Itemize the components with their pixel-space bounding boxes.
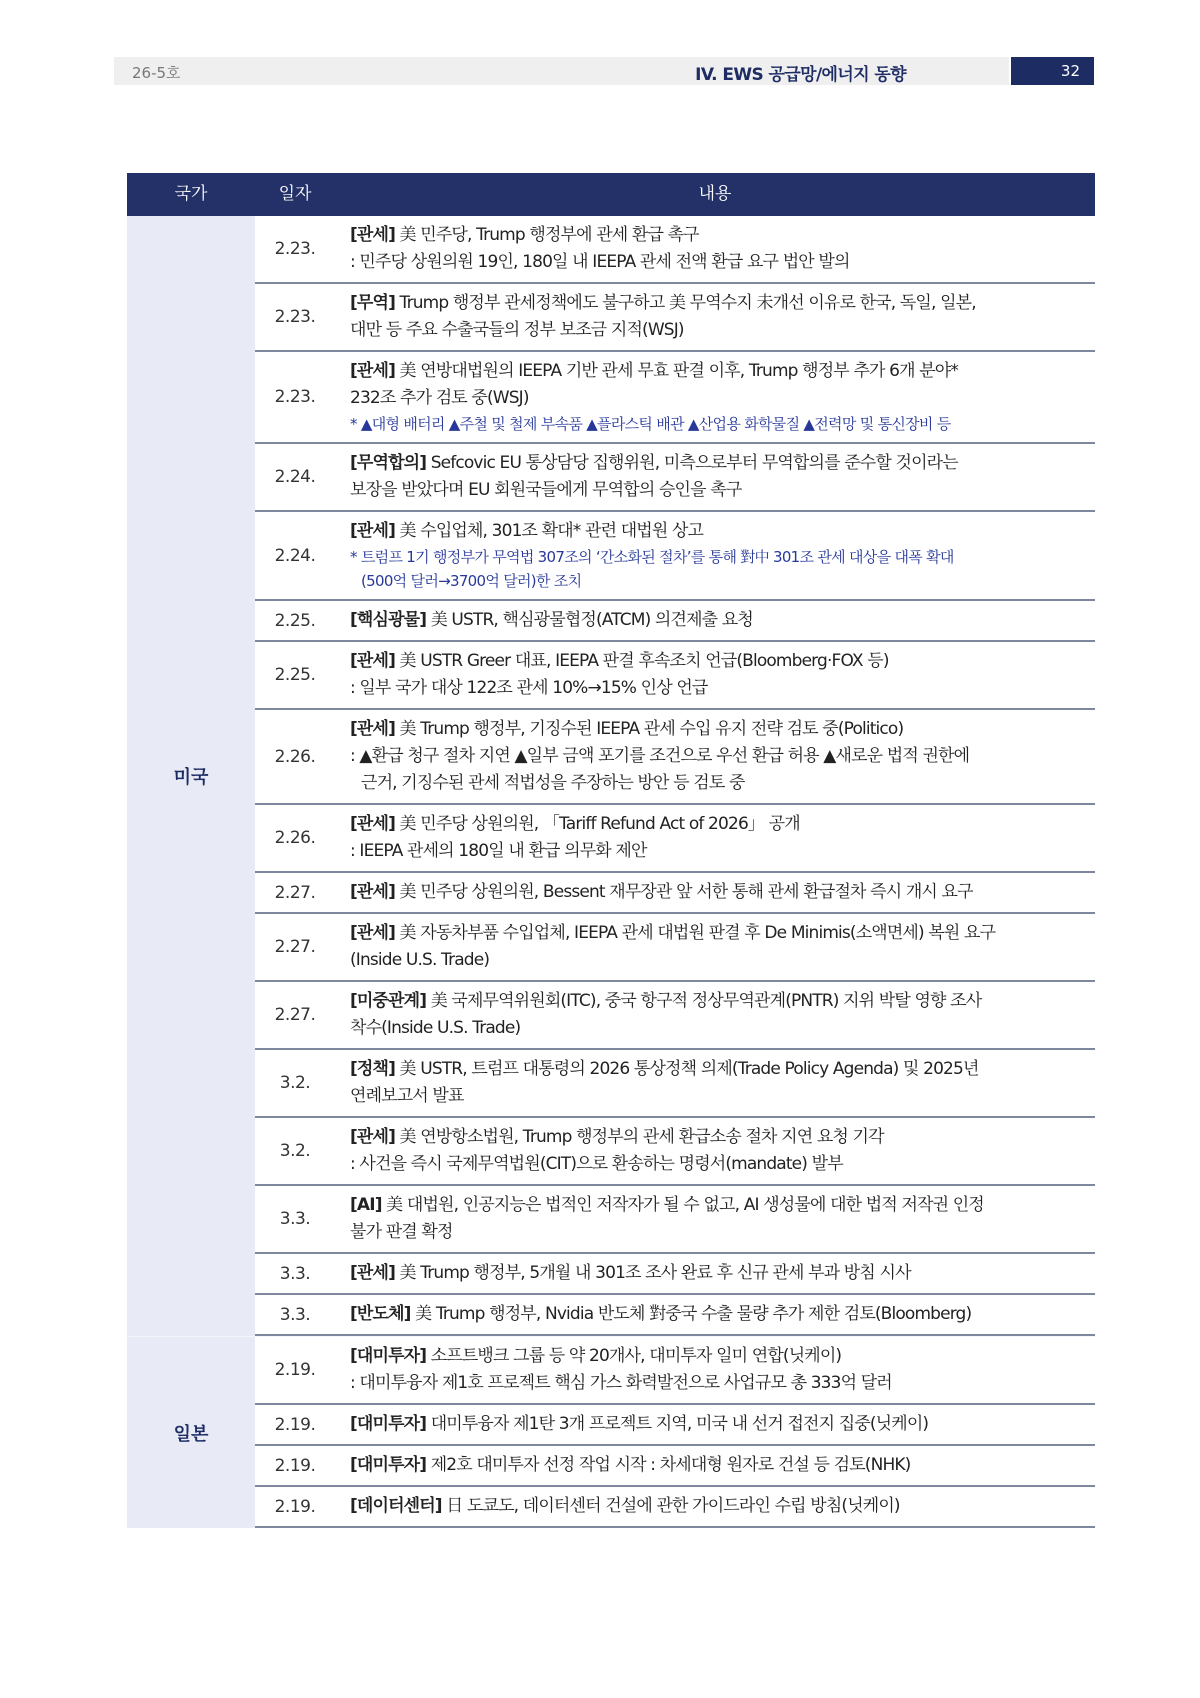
content-text: 근거, 기징수된 관세 적법성을 주장하는 방안 등 검토 중 — [361, 773, 745, 793]
category-tag: [관세] — [350, 1263, 395, 1283]
category-tag: [관세] — [350, 521, 395, 541]
category-tag: [관세] — [350, 719, 395, 739]
content-line — [350, 1056, 1091, 1083]
content-line — [350, 988, 1091, 1015]
date-cell: 2.19. — [274, 1414, 316, 1435]
table-row — [255, 642, 1095, 710]
content-text: : 민주당 상원의원 19인, 180일 내 IEEPA 관세 전액 환급 요구 법안 발의 — [350, 252, 850, 272]
table-row — [255, 284, 1095, 352]
category-tag: [관세] — [350, 651, 395, 671]
content-line — [350, 1343, 1091, 1370]
content-text: : ▲환급 청구 절차 지연 ▲일부 금액 포기를 조건으로 우선 환급 허용 ▲새로운 법적 권한에 — [350, 746, 970, 766]
content-text: 美 민주당 상원의원, Bessent 재무장관 앞 서한 통해 관세 환급절차 즉시 개시 요구 — [394, 882, 973, 902]
table-row — [255, 1118, 1095, 1186]
content-cell — [335, 1118, 1095, 1184]
date-cell: 2.27. — [274, 882, 316, 903]
category-tag: [미중관계] — [350, 991, 427, 1011]
category-tag: [관세] — [350, 814, 395, 834]
table-row — [255, 710, 1095, 805]
date-cell: 2.25. — [274, 665, 316, 685]
footnote: * ▲대형 배터리 ▲주철 및 철제 부속품 ▲플라스틱 배관 ▲산업용 화학물질 ▲전력망 및 통신장비 등 — [350, 415, 951, 433]
content-text: 232조 추가 검토 중(WSJ) — [350, 388, 529, 408]
date-cell: 2.19. — [274, 1455, 316, 1476]
news-table — [127, 173, 1095, 1528]
content-text: 美 USTR, 트럼프 대통령의 2026 통상정책 의제(Trade Policy Agenda) 및 2025년 — [394, 1059, 979, 1079]
content-line — [350, 222, 1091, 249]
content-cell — [335, 914, 1095, 980]
content-cell — [335, 512, 1095, 599]
date-cell: 3.2. — [279, 1141, 311, 1161]
content-text: 소프트뱅크 그룹 등 약 20개사, 대미투자 일미 연합(닛케이) — [426, 1346, 842, 1366]
category-tag: [반도체] — [350, 1304, 411, 1324]
date-cell: 2.24. — [274, 467, 316, 487]
table-row — [255, 873, 1095, 914]
content-line — [350, 385, 1091, 412]
content-line — [350, 607, 1091, 634]
header-bar — [114, 57, 1009, 85]
content-cell — [335, 1405, 1095, 1444]
category-tag: [핵심광물] — [350, 610, 427, 630]
table-header — [127, 173, 1095, 216]
column-header-date: 일자 — [278, 184, 312, 204]
category-tag: [관세] — [350, 361, 395, 381]
table-row — [255, 1487, 1095, 1528]
date-cell: 3.3. — [279, 1209, 311, 1229]
content-line — [350, 1493, 1091, 1520]
content-line — [350, 1083, 1091, 1110]
date-cell: 2.26. — [274, 828, 316, 848]
category-tag: [대미투자] — [350, 1455, 427, 1475]
content-text: : 대미투융자 제1호 프로젝트 핵심 가스 화력발전으로 사업규모 총 333억 달러 — [350, 1373, 892, 1393]
content-line — [350, 1301, 1091, 1328]
content-text: 보장을 받았다며 EU 회원국들에게 무역합의 승인을 촉구 — [350, 480, 742, 500]
date-cell: 2.19. — [274, 1360, 316, 1380]
category-tag: [정책] — [350, 1059, 395, 1079]
content-text: : IEEPA 관세의 180일 내 환급 의무화 제안 — [350, 841, 647, 861]
category-tag: [AI] — [350, 1195, 382, 1215]
content-line — [350, 290, 1091, 317]
date-cell: 3.3. — [279, 1263, 311, 1284]
content-cell — [335, 216, 1095, 282]
page-header — [114, 57, 1094, 85]
content-text: 대미투융자 제1탄 3개 프로젝트 지역, 미국 내 선거 접전지 집중(닛케이) — [426, 1414, 929, 1434]
table-row — [255, 1254, 1095, 1295]
content-cell — [335, 1050, 1095, 1116]
category-tag: [데이터센터] — [350, 1496, 442, 1516]
content-cell — [335, 444, 1095, 510]
content-line — [350, 811, 1091, 838]
category-tag: [대미투자] — [350, 1346, 427, 1366]
category-tag: [관세] — [350, 882, 395, 902]
content-text: 美 USTR, 핵심광물협정(ATCM) 의견제출 요청 — [426, 610, 753, 630]
content-line — [350, 675, 1091, 702]
content-text: 美 연방항소법원, Trump 행정부의 관세 환급소송 절차 지연 요청 기각 — [394, 1127, 884, 1147]
content-line — [350, 249, 1091, 276]
content-text: 美 Trump 행정부, 기징수된 IEEPA 관세 수입 유지 전략 검토 중(Politico) — [394, 719, 904, 739]
date-cell: 2.23. — [274, 307, 316, 327]
table-row — [255, 1405, 1095, 1446]
content-text: 日 도쿄도, 데이터센터 건설에 관한 가이드라인 수립 방침(닛케이) — [441, 1496, 900, 1516]
content-text: 美 국제무역위원회(ITC), 중국 항구적 정상무역관계(PNTR) 지위 박탈 영향 조사 — [426, 991, 982, 1011]
date-cell: 2.24. — [274, 545, 316, 566]
content-text: Sefcovic EU 통상담당 집행위원, 미측으로부터 무역합의를 준수할 것이라는 — [426, 453, 958, 473]
table-row — [255, 1050, 1095, 1118]
category-tag: [대미투자] — [350, 1414, 427, 1434]
table-row — [255, 1446, 1095, 1487]
content-line — [350, 358, 1091, 385]
content-text: 美 연방대법원의 IEEPA 기반 관세 무효 판결 이후, Trump 행정부 추가 6개 분야* — [394, 361, 959, 381]
category-tag: [관세] — [350, 923, 395, 943]
content-line — [350, 1124, 1091, 1151]
table-row — [255, 444, 1095, 512]
content-text: 대만 등 주요 수출국들의 정부 보조금 지적(WSJ) — [350, 320, 684, 340]
content-text: 불가 판결 확정 — [350, 1222, 453, 1242]
content-line — [350, 477, 1091, 504]
content-text: : 일부 국가 대상 122조 관세 10%→15% 인상 언급 — [350, 678, 708, 698]
content-line — [350, 1219, 1091, 1246]
column-header-country: 국가 — [174, 184, 208, 204]
content-text: 美 Trump 행정부, Nvidia 반도체 對중국 수출 물량 추가 제한 검토(Bloomberg) — [410, 1304, 972, 1324]
table-row — [255, 1186, 1095, 1254]
column-header-content: 내용 — [698, 184, 732, 204]
country-group — [127, 216, 1095, 1336]
country-cell: 미국 — [127, 216, 255, 1336]
content-cell — [335, 1446, 1095, 1485]
content-text: 美 대법원, 인공지능은 법적인 저작자가 될 수 없고, AI 생성물에 대한 법적 저작권 인정 — [381, 1195, 984, 1215]
content-line — [350, 838, 1091, 865]
date-cell: 2.23. — [274, 387, 316, 407]
table-row — [255, 512, 1095, 601]
content-line — [350, 743, 1091, 770]
table-row — [255, 914, 1095, 982]
date-cell: 2.25. — [274, 610, 316, 631]
country-rows — [255, 216, 1095, 1336]
content-line — [350, 317, 1091, 344]
content-text: Trump 행정부 관세정책에도 불구하고 美 무역수지 未개선 이유로 한국, 독일, 일본, — [394, 293, 976, 313]
table-row — [255, 601, 1095, 642]
content-text: 美 자동차부품 수입업체, IEEPA 관세 대법원 판결 후 De Minimis(소액면세) 복원 요구 — [394, 923, 996, 943]
table-body — [127, 216, 1095, 1528]
section-title: IV. EWS 공급망/에너지 동향 — [695, 65, 906, 85]
table-row — [255, 805, 1095, 873]
content-line — [350, 450, 1091, 477]
content-line — [350, 920, 1091, 947]
content-line — [350, 1260, 1091, 1287]
content-text: (Inside U.S. Trade) — [350, 950, 490, 970]
content-text: 제2호 대미투자 선정 작업 시작 : 차세대형 원자로 건설 등 검토(NHK) — [426, 1455, 911, 1475]
page-number: 32 — [1011, 57, 1094, 85]
table-row — [255, 982, 1095, 1050]
content-text: 美 USTR Greer 대표, IEEPA 판결 후속조치 언급(Bloomberg·FOX 등) — [394, 651, 889, 671]
category-tag: [관세] — [350, 1127, 395, 1147]
issue-number: 26-5호 — [132, 64, 181, 82]
content-cell — [335, 805, 1095, 871]
content-cell — [335, 1186, 1095, 1252]
content-cell — [335, 601, 1095, 640]
content-text: : 사건을 즉시 국제무역법원(CIT)으로 환송하는 명령서(mandate) 발부 — [350, 1154, 843, 1174]
date-cell: 2.26. — [274, 746, 316, 767]
content-line — [350, 1452, 1091, 1479]
content-line — [350, 1192, 1091, 1219]
content-line — [350, 1151, 1091, 1178]
category-tag: [무역] — [350, 293, 395, 313]
content-line — [350, 518, 1091, 545]
content-line — [350, 648, 1091, 675]
content-cell — [335, 642, 1095, 708]
content-line — [350, 1015, 1091, 1042]
content-text: 美 Trump 행정부, 5개월 내 301조 조사 완료 후 신규 관세 부과 방침 시사 — [394, 1263, 911, 1283]
table-row — [255, 352, 1095, 444]
content-line — [350, 879, 1091, 906]
table-row — [255, 1295, 1095, 1336]
content-cell — [335, 1487, 1095, 1526]
content-cell — [335, 873, 1095, 912]
table-row — [255, 1337, 1095, 1405]
content-line — [350, 947, 1091, 974]
content-line — [350, 1411, 1091, 1438]
content-text: 美 수입업체, 301조 확대* 관련 대법원 상고 — [394, 521, 704, 541]
category-tag: [무역합의] — [350, 453, 427, 473]
date-cell: 2.27. — [274, 937, 316, 957]
date-cell: 2.23. — [274, 239, 316, 259]
content-line — [350, 716, 1091, 743]
date-cell: 3.2. — [279, 1073, 311, 1093]
country-cell: 일본 — [127, 1337, 255, 1528]
content-text: 연례보고서 발표 — [350, 1086, 464, 1106]
content-cell — [335, 352, 1095, 442]
content-cell — [335, 1295, 1095, 1334]
country-rows — [255, 1337, 1095, 1528]
content-cell — [335, 982, 1095, 1048]
content-line — [350, 770, 1091, 797]
footnote: * 트럼프 1기 행정부가 무역법 307조의 ‘간소화된 절차’를 통해 對中 301조 관세 대상을 대폭 확대 — [350, 548, 954, 566]
content-text: 美 민주당, Trump 행정부에 관세 환급 촉구 — [394, 225, 699, 245]
footnote: (500억 달러→3700억 달러)한 조치 — [361, 572, 582, 590]
content-cell — [335, 1337, 1095, 1403]
date-cell: 2.27. — [274, 1005, 316, 1025]
date-cell: 2.19. — [274, 1496, 316, 1517]
country-group — [127, 1336, 1095, 1528]
date-cell: 3.3. — [279, 1304, 311, 1325]
content-line — [350, 1370, 1091, 1397]
content-text: 착수(Inside U.S. Trade) — [350, 1018, 521, 1038]
content-cell — [335, 1254, 1095, 1293]
content-text: 美 민주당 상원의원, 「Tariff Refund Act of 2026」 공개 — [394, 814, 800, 834]
category-tag: [관세] — [350, 225, 395, 245]
content-cell — [335, 284, 1095, 350]
content-cell — [335, 710, 1095, 803]
table-row — [255, 216, 1095, 284]
